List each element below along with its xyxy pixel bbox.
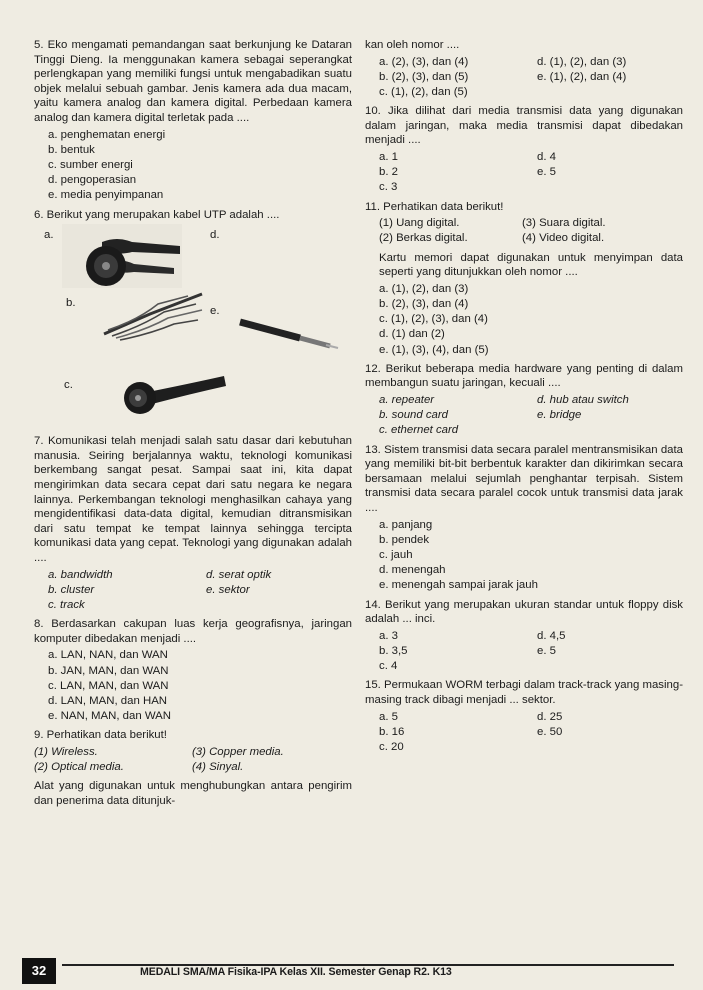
- data-item: (2) Berkas digital.: [379, 232, 468, 245]
- question-14: [365, 598, 683, 675]
- question-11-items: [379, 216, 683, 246]
- cable-image-e[interactable]: [230, 312, 340, 368]
- option[interactable]: c. jauh: [379, 548, 413, 561]
- question-8-options: [48, 648, 352, 724]
- option[interactable]: d. pengoperasian: [48, 174, 137, 187]
- option[interactable]: c. 4: [379, 660, 398, 673]
- option[interactable]: b. sound card: [379, 409, 449, 422]
- question-9-stem-continued: Alat yang digunakan untuk menghubungkan antara pengirim dan penerima data ditunjuk-: [34, 780, 352, 807]
- question-9-continued: [365, 38, 683, 100]
- data-item: (1) Uang digital.: [379, 217, 460, 230]
- page-footer: [22, 958, 682, 984]
- option[interactable]: c. track: [48, 598, 85, 611]
- option[interactable]: c. LAN, MAN, dan WAN: [48, 679, 169, 692]
- option[interactable]: d. (1), (2), dan (3): [537, 55, 627, 68]
- question-8-stem: 8. Berdasarkan cakupan luas kerja geografisnya, jaringan komputer dibedakan menjadi ....: [34, 618, 352, 645]
- option[interactable]: d. 4,5: [537, 629, 566, 642]
- data-item: (3) Suara digital.: [522, 217, 606, 230]
- question-7: [34, 434, 352, 613]
- question-9-items: [34, 745, 352, 775]
- footer-text: MEDALI SMA/MA Fisika-IPA Kelas XII. Semester Genap R2. K13: [140, 966, 452, 978]
- option[interactable]: c. (1), (2), (3), dan (4): [379, 313, 488, 326]
- option[interactable]: d. (1) dan (2): [379, 328, 445, 341]
- option[interactable]: d. serat optik: [206, 568, 272, 581]
- option[interactable]: e. 50: [537, 725, 563, 738]
- question-11-stem: 11. Perhatikan data berikut!: [365, 200, 504, 213]
- question-11-stem-continued: Kartu memori dapat digunakan untuk menyimpan data seperti yang ditunjukkan oleh nomor ....: [379, 251, 683, 279]
- question-15-options: [379, 710, 683, 756]
- option[interactable]: e. bridge: [537, 409, 582, 422]
- cable-label-c: c.: [64, 379, 73, 392]
- question-13: [365, 443, 683, 594]
- option[interactable]: c. sumber energi: [48, 158, 133, 171]
- option[interactable]: b. 3,5: [379, 644, 408, 657]
- cable-label-e: e.: [210, 305, 220, 318]
- question-14-options: [379, 629, 683, 675]
- option[interactable]: e. media penyimpanan: [48, 189, 164, 202]
- cable-label-b: b.: [66, 297, 76, 310]
- option[interactable]: b. cluster: [48, 583, 95, 596]
- option[interactable]: a. repeater: [379, 393, 435, 406]
- question-12-stem: 12. Berikut beberapa media hardware yang penting di dalam membangun suatu jaringan, kecuali ....: [365, 362, 683, 390]
- option[interactable]: b. 16: [379, 725, 405, 738]
- question-14-stem: 14. Berikut yang merupakan ukuran standar untuk floppy disk adalah ... inci.: [365, 598, 683, 626]
- question-13-options: [379, 518, 683, 594]
- question-15-stem: 15. Permukaan WORM terbagi dalam track-track yang masing-masing track dibagi menjadi ... sektor.: [365, 679, 683, 706]
- option[interactable]: e. menengah sampai jarak jauh: [379, 579, 538, 592]
- option[interactable]: e. 5: [537, 166, 556, 179]
- option[interactable]: b. 2: [379, 166, 398, 179]
- option[interactable]: d. menengah: [379, 564, 446, 577]
- option[interactable]: a. 3: [379, 629, 398, 642]
- cable-images: [34, 222, 352, 434]
- question-5-options: [48, 128, 352, 204]
- data-item: (2) Optical media.: [34, 761, 124, 774]
- question-12-options: [379, 393, 683, 439]
- option[interactable]: c. ethernet card: [379, 424, 459, 437]
- cable-image-b[interactable]: [98, 290, 208, 342]
- question-13-stem: 13. Sistem transmisi data secara paralel mentransmisikan data yang memiliki bit-bit berbentuk karakter dan dikirimkan secara bersamaan melalui sejumlah penghantar terpisah. Sistem transmisi data secara paralel cocok untuk transmisi data jarak ....: [365, 443, 683, 514]
- option[interactable]: e. sektor: [206, 583, 250, 596]
- cable-label-a: a.: [44, 229, 54, 242]
- option[interactable]: a. (2), (3), dan (4): [379, 55, 469, 68]
- option[interactable]: e. (1), (2), dan (4): [537, 70, 627, 83]
- question-11: [365, 200, 683, 358]
- option[interactable]: e. 5: [537, 644, 556, 657]
- question-12: [365, 362, 683, 439]
- option[interactable]: a. bandwidth: [48, 568, 113, 581]
- option[interactable]: a. (1), (2), dan (3): [379, 282, 469, 295]
- cable-image-d[interactable]: [230, 224, 340, 298]
- question-5-stem: 5. Eko mengamati pemandangan saat berkunjung ke Dataran Tinggi Dieng. Ia menggunakan kamera sebagai seperangkat perlengkapan yang memiliki fungsi untuk mengabadikan suatu objek melalui sebuah gambar. Jenis kamera ada dua macam, yaitu kamera analog dan kamera digital. Perbedaan kamera analog dan kamera digital terletak pada ....: [34, 39, 352, 124]
- question-8: [34, 617, 352, 724]
- option[interactable]: b. JAN, MAN, dan WAN: [48, 664, 169, 677]
- question-9: [34, 728, 352, 808]
- option[interactable]: d. 25: [537, 710, 563, 723]
- option[interactable]: c. (1), (2), dan (5): [379, 86, 468, 98]
- option[interactable]: c. 3: [379, 181, 398, 194]
- data-item: (4) Video digital.: [522, 232, 605, 245]
- question-10-options: [379, 150, 683, 196]
- question-9-options: [379, 55, 683, 101]
- option[interactable]: b. (2), (3), dan (4): [379, 297, 469, 310]
- option[interactable]: a. 5: [379, 710, 398, 723]
- data-item: (1) Wireless.: [34, 745, 98, 758]
- page-number: 32: [22, 958, 56, 984]
- option[interactable]: a. penghematan energi: [48, 128, 166, 141]
- question-10-stem: 10. Jika dilihat dari media transmisi data yang digunakan dalam jaringan, maka media transmisi dapat dibedakan menjadi ....: [365, 105, 683, 147]
- cable-label-d: d.: [210, 229, 220, 242]
- question-15: [365, 678, 683, 755]
- data-item: (4) Sinyal.: [192, 761, 244, 774]
- option[interactable]: e. NAN, MAN, dan WAN: [48, 710, 172, 723]
- question-6-stem: 6. Berikut yang merupakan kabel UTP adalah ....: [34, 208, 280, 221]
- option[interactable]: b. pendek: [379, 533, 430, 546]
- question-11-options: [379, 282, 683, 358]
- option[interactable]: a. 1: [379, 150, 398, 163]
- option[interactable]: a. panjang: [379, 518, 433, 531]
- right-column: [365, 38, 683, 759]
- question-6: [34, 208, 352, 435]
- option[interactable]: a. LAN, NAN, dan WAN: [48, 649, 168, 662]
- cable-image-a[interactable]: [62, 224, 182, 288]
- question-9-stem: 9. Perhatikan data berikut!: [34, 729, 167, 742]
- question-10: [365, 104, 683, 195]
- question-5: [34, 38, 352, 204]
- option[interactable]: d. 4: [537, 150, 556, 163]
- option[interactable]: e. (1), (3), (4), dan (5): [379, 343, 489, 356]
- question-7-stem: 7. Komunikasi telah menjadi salah satu dasar dari kebutuhan manusia. Seiring berjalannya waktu, teknologi komunikasi berkembang sangat pesat. Sampai saat ini, kita dapat mengirimkan data secara cepat dari satu negara ke negara lainnya. Perkembangan teknologi menghasilkan cahaya yang mengidentifikasi data-data digital, kemudian ditransmisikan dari satu tempat ke tempat lainnya sehingga tercipta komunikasi data yang cepat. Teknologi yang digunakan adalah ....: [34, 435, 352, 564]
- data-item: (3) Copper media.: [192, 745, 284, 758]
- question-7-options: [48, 568, 352, 614]
- cable-image-c[interactable]: [108, 370, 228, 418]
- question-9-cont-text: kan oleh nomor ....: [365, 39, 460, 51]
- option[interactable]: d. LAN, MAN, dan HAN: [48, 694, 168, 707]
- option[interactable]: b. bentuk: [48, 143, 95, 156]
- option[interactable]: b. (2), (3), dan (5): [379, 70, 469, 83]
- left-column: [34, 38, 352, 809]
- option[interactable]: c. 20: [379, 740, 404, 753]
- option[interactable]: d. hub atau switch: [537, 393, 629, 406]
